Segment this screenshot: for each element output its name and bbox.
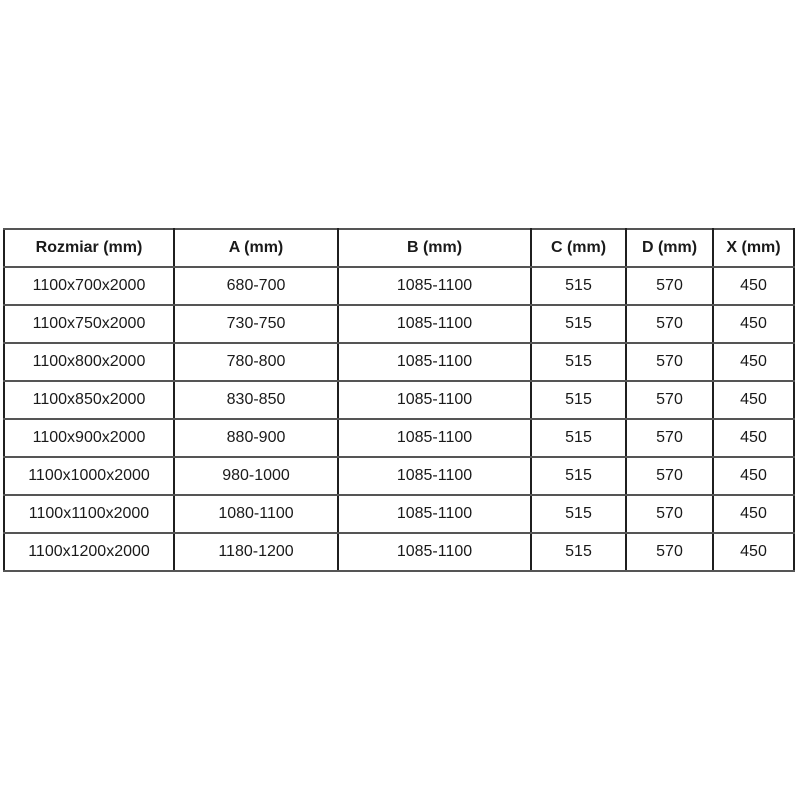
table-cell: 515	[531, 343, 626, 381]
table-row	[4, 267, 794, 305]
table-cell: 570	[626, 419, 713, 457]
table-cell: 515	[531, 305, 626, 343]
table-cell: 1100x900x2000	[4, 419, 174, 457]
table-cell: 450	[713, 419, 794, 457]
table-cell: 780-800	[174, 343, 338, 381]
table-cell: 450	[713, 457, 794, 495]
table-cell: 515	[531, 533, 626, 571]
table-cell: 1085-1100	[338, 343, 531, 381]
table-cell: 1085-1100	[338, 419, 531, 457]
table-cell: 1085-1100	[338, 457, 531, 495]
table-cell: 450	[713, 381, 794, 419]
table-cell: 570	[626, 343, 713, 381]
table-cell: 1100x800x2000	[4, 343, 174, 381]
table-cell: 515	[531, 457, 626, 495]
table-cell: 730-750	[174, 305, 338, 343]
table-cell: 1100x850x2000	[4, 381, 174, 419]
table-cell: 515	[531, 267, 626, 305]
table-cell: 980-1000	[174, 457, 338, 495]
table-cell: 570	[626, 533, 713, 571]
table-body	[4, 267, 794, 571]
table-cell: 450	[713, 267, 794, 305]
table-cell: 570	[626, 381, 713, 419]
table-cell: 450	[713, 343, 794, 381]
table-cell: 1100x1200x2000	[4, 533, 174, 571]
table-cell: 570	[626, 305, 713, 343]
column-header-d: D (mm)	[626, 229, 713, 267]
table-cell: 1085-1100	[338, 305, 531, 343]
table-header-row	[4, 229, 794, 267]
table-cell: 1080-1100	[174, 495, 338, 533]
size-spec-table	[3, 228, 795, 572]
table-cell: 1100x1100x2000	[4, 495, 174, 533]
table-cell: 570	[626, 495, 713, 533]
table-cell: 515	[531, 419, 626, 457]
table-row	[4, 305, 794, 343]
size-spec-table-container	[3, 228, 793, 572]
column-header-rozmiar: Rozmiar (mm)	[4, 229, 174, 267]
column-header-c: C (mm)	[531, 229, 626, 267]
column-header-b: B (mm)	[338, 229, 531, 267]
table-cell: 1085-1100	[338, 533, 531, 571]
table-cell: 515	[531, 381, 626, 419]
table-row	[4, 457, 794, 495]
table-cell: 1085-1100	[338, 267, 531, 305]
table-cell: 1085-1100	[338, 495, 531, 533]
table-row	[4, 419, 794, 457]
table-row	[4, 381, 794, 419]
column-header-x: X (mm)	[713, 229, 794, 267]
table-cell: 1100x750x2000	[4, 305, 174, 343]
table-cell: 1180-1200	[174, 533, 338, 571]
table-cell: 1100x1000x2000	[4, 457, 174, 495]
table-cell: 450	[713, 305, 794, 343]
table-row	[4, 343, 794, 381]
table-cell: 450	[713, 495, 794, 533]
table-cell: 450	[713, 533, 794, 571]
table-cell: 1100x700x2000	[4, 267, 174, 305]
column-header-a: A (mm)	[174, 229, 338, 267]
table-cell: 830-850	[174, 381, 338, 419]
table-header	[4, 229, 794, 267]
table-row	[4, 533, 794, 571]
table-cell: 880-900	[174, 419, 338, 457]
table-cell: 515	[531, 495, 626, 533]
table-cell: 570	[626, 267, 713, 305]
table-row	[4, 495, 794, 533]
table-cell: 1085-1100	[338, 381, 531, 419]
table-cell: 680-700	[174, 267, 338, 305]
table-cell: 570	[626, 457, 713, 495]
